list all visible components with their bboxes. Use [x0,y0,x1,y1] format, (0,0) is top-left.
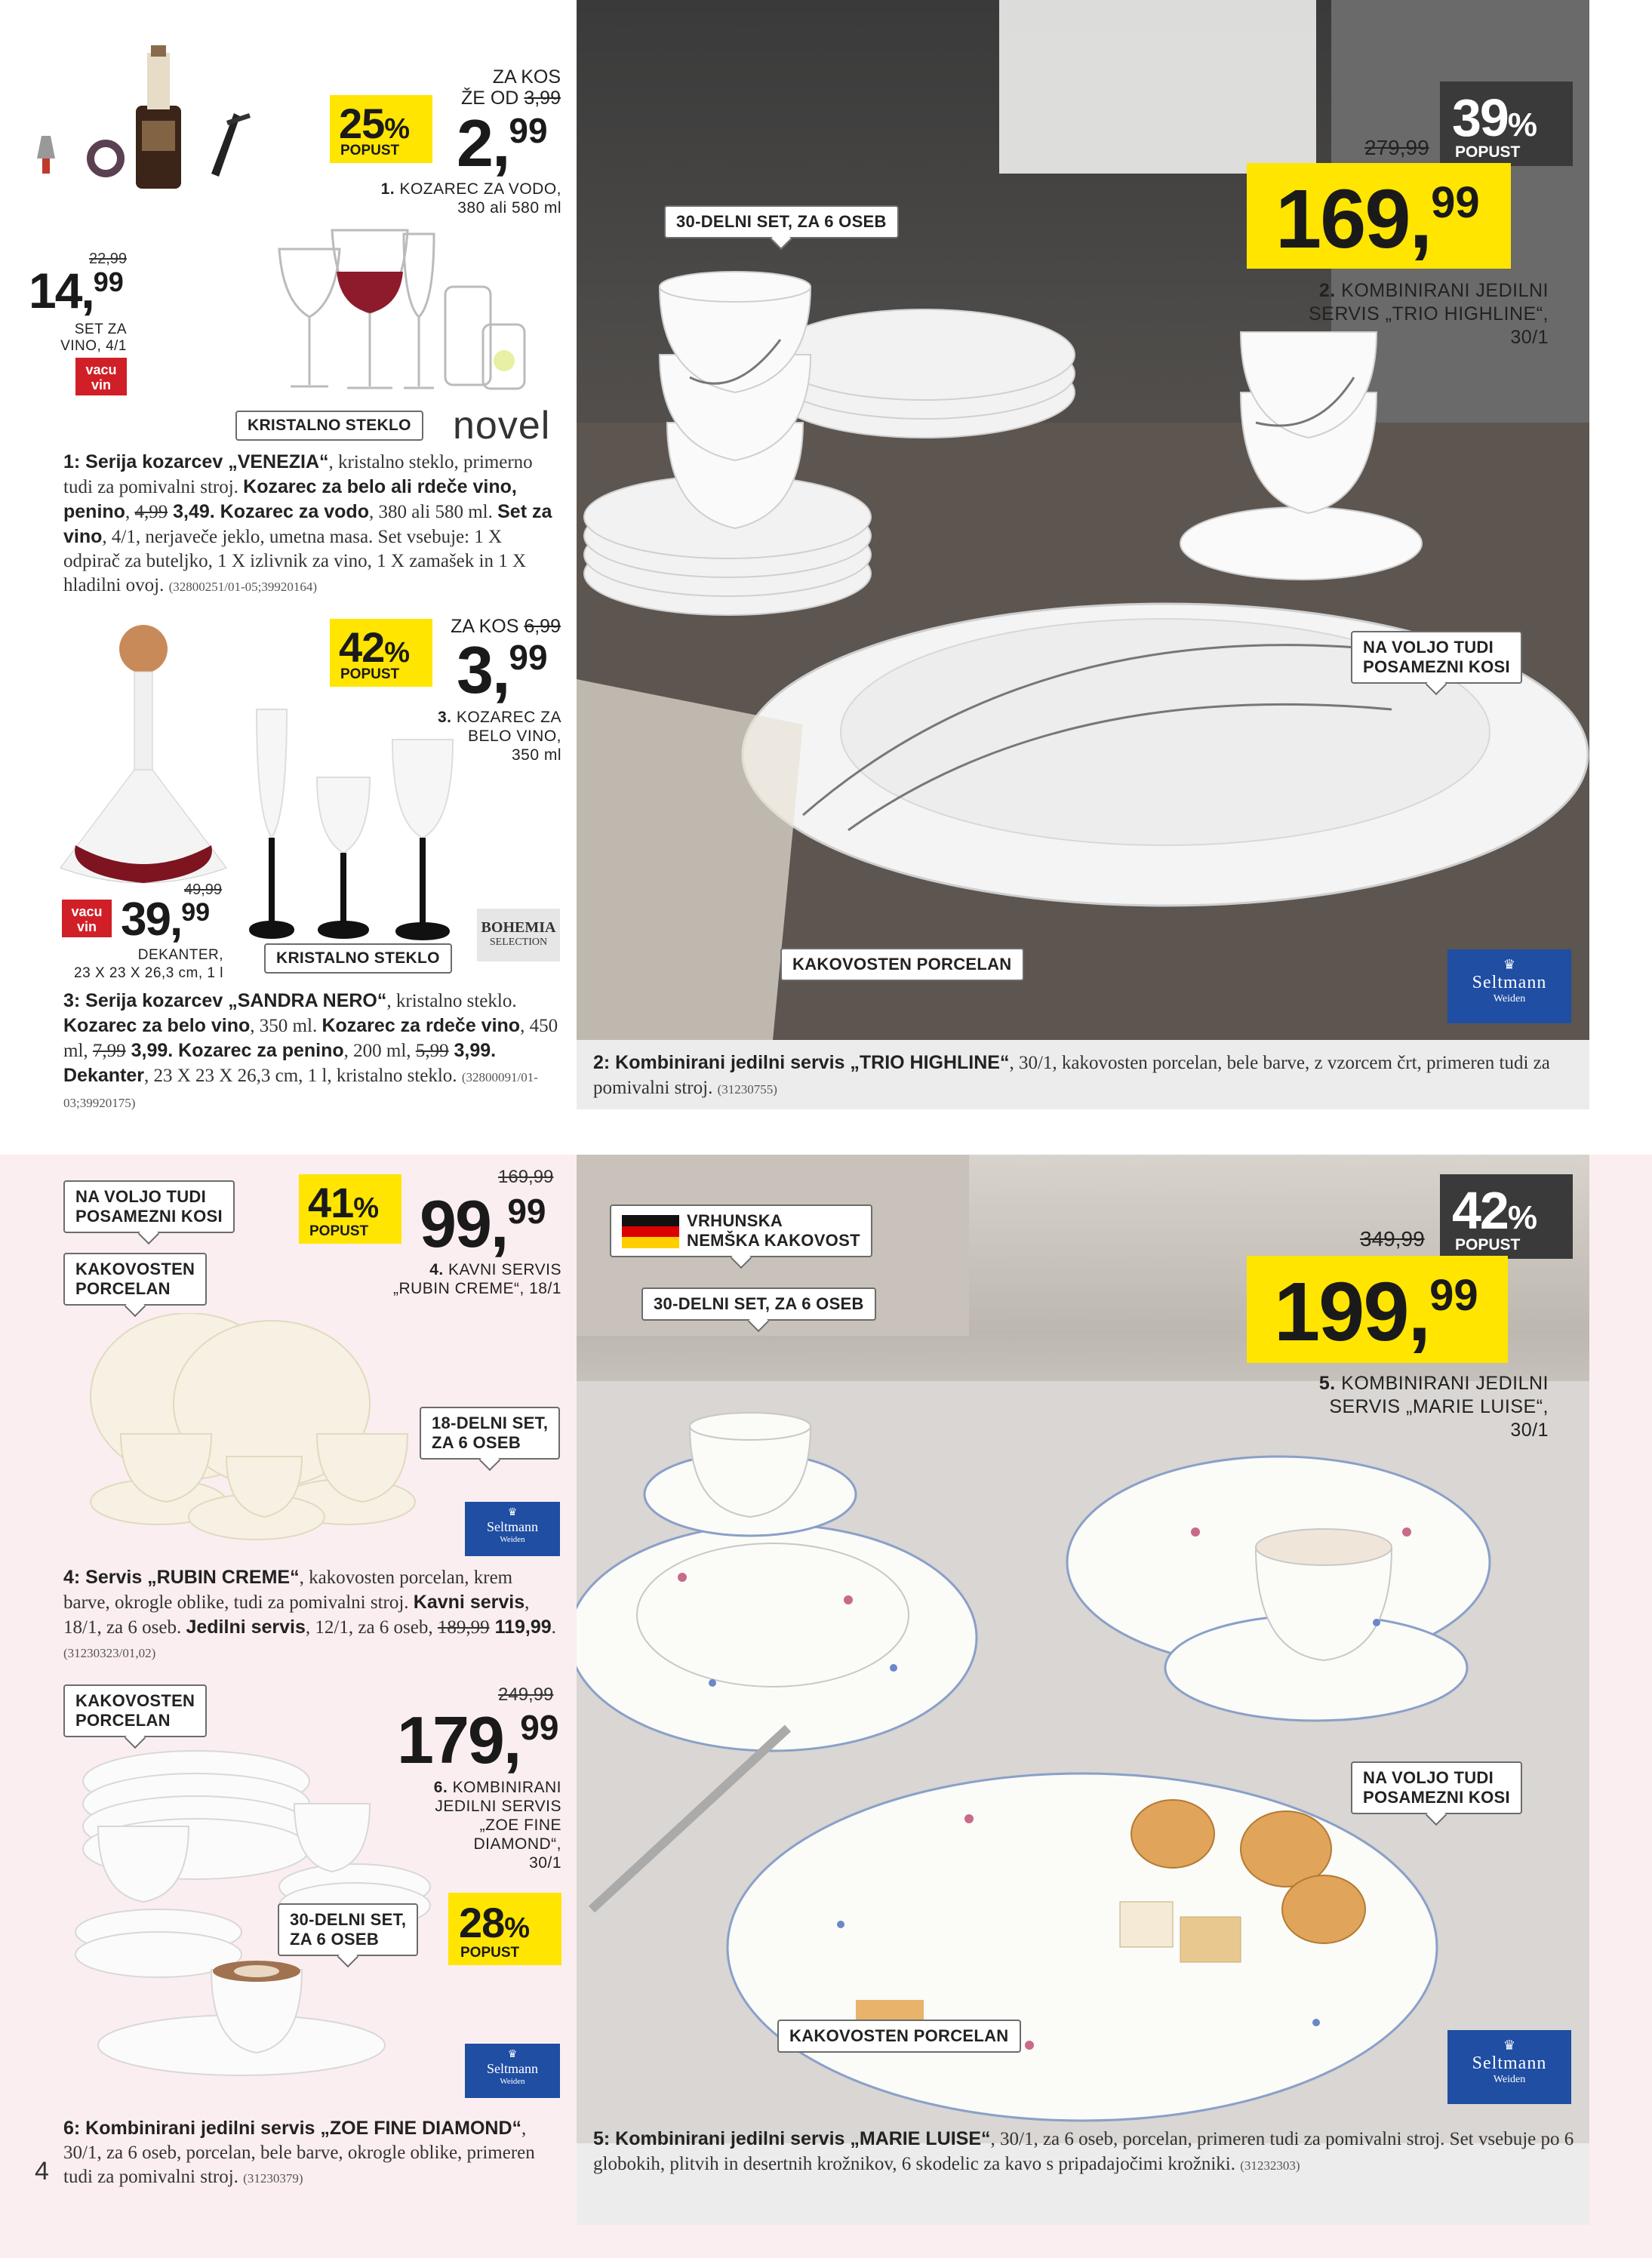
p6-porcelain-line2: PORCELAN [75,1711,171,1730]
p6-item-text2: JEDILNI SERVIS [435,1798,561,1815]
p3-price-dec: 99 [509,638,548,677]
p4-price [420,1186,546,1261]
p5-item-text2: SERVIS „MARIE LUISE“, [1329,1396,1549,1417]
p3-material-tag: KRISTALNO STEKLO [264,943,452,974]
trio-highline-photo [577,0,1589,1040]
p3-desc-b3: Kozarec za rdeče vino [321,1015,521,1036]
set-vino-price-dec: 99 [93,266,124,297]
discount-badge-39 [1440,82,1573,166]
p5-caption-code: (31232303) [1240,2158,1300,2173]
p6-desc-code: (31230379) [243,2171,303,2186]
germany-flag-icon [622,1215,679,1248]
p1-item-label [332,180,561,217]
p3-item-text2: BELO VINO, [467,728,561,745]
p3-description [63,989,561,1115]
p3-desc-old2: 5,99 [415,1041,449,1061]
p3-desc-t5: , 23 X 23 X 26,3 cm, 1 l, kristalno steklo. [144,1066,462,1086]
p5-old-price: 349,99 [1360,1227,1425,1251]
p3-desc-code: (32800091/01-03;39920175) [63,1070,538,1110]
product-1-section [0,0,577,604]
p6-description [63,2116,561,2191]
p5-price-dec: 99 [1429,1271,1478,1320]
seltmann-p4-line1: Seltmann [487,1519,538,1534]
badge-28-pct-sign: % [504,1912,530,1944]
p1-desc-b3: 3,49. Kozarec za vodo [168,501,369,522]
dekanter-price [121,894,211,946]
badge-25-pct-sign: % [384,113,410,145]
crown-icon: ♛ [1503,957,1516,972]
p1-desc-t3: , 380 ali 580 ml. [368,502,498,522]
p3-desc-t1: , kristalno steklo. [386,991,517,1011]
p4-single-pieces-tag [63,1180,235,1233]
p5-item-label [1223,1372,1549,1442]
p3-price [457,632,548,707]
decanter-image [45,619,241,906]
page-number: 4 [35,2157,49,2186]
p4-desc-b1: 4: Servis „RUBIN CREME“ [63,1567,300,1588]
seltmann-logo-p4 [465,1502,560,1556]
p5-single-line2: POSAMEZNI KOSI [1363,1788,1510,1807]
seltmann-logo-p6 [465,2044,560,2098]
p2-single-line1: NA VOLJO TUDI [1363,638,1494,657]
p1-per-piece [423,66,561,109]
p5-price-int: 199, [1274,1266,1430,1358]
p6-set-line2: ZA 6 OSEB [290,1930,380,1949]
discount-badge-41 [299,1174,401,1244]
p6-porcelain-line1: KAKOVOSTEN [75,1691,195,1710]
badge-39-pct: 39 [1452,88,1508,147]
p2-price-int: 169, [1275,173,1432,266]
p4-price-int: 99, [420,1186,508,1261]
p2-caption-text: , 30/1, kakovosten porcelan, bele barve, z vzorcem črt, primeren tudi za pomivalni stroj. [593,1053,1550,1098]
p6-price-int: 179, [397,1703,521,1777]
p4-single-line2: POSAMEZNI KOSI [75,1207,223,1226]
p6-set-line1: 30-DELNI SET, [290,1910,407,1929]
dekanter-label [45,946,223,983]
vacuvin-logo-line2: vin [91,377,111,392]
p6-price-dec: 99 [520,1708,559,1747]
p6-desc-b1: 6: Kombinirani jedilni servis „ZOE FINE DIAMOND“ [63,2118,522,2139]
p6-item-text3: „ZOE FINE [479,1817,561,1834]
p2-caption-code: (31230755) [717,1082,777,1097]
crown-icon: ♛ [1503,2038,1516,2053]
p4-desc-b4: 119,99 [489,1617,552,1638]
p4-set-line2: ZA 6 OSEB [432,1433,521,1452]
p5-price [1274,1266,1478,1358]
p1-desc-b2: Kozarec za belo ali rdeče vino, penino [63,476,517,522]
crown-icon: ♛ [507,1507,518,1518]
seltmann-p4-line2: Weiden [500,1535,525,1544]
p2-single-line2: POSAMEZNI KOSI [1363,657,1510,676]
dekanter-label-1: DEKANTER, [137,947,223,963]
sandra-nero-glasses-image [241,702,468,943]
p5-quality-tag [610,1204,872,1257]
p3-item-text3: 350 ml [511,746,561,764]
p2-item-label [1223,279,1549,349]
badge-42-p3-pct-sign: % [384,637,410,669]
discount-badge-25 [330,95,432,163]
p2-item-text1: KOMBINIRANI JEDILNI [1341,280,1549,301]
p2-set-tag: 30-DELNI SET, ZA 6 OSEB [664,205,899,238]
p4-porcelain-tag [63,1253,207,1306]
set-vino-price-int: 14, [29,263,94,318]
rubin-creme-image [75,1313,468,1555]
p5-item-text1: KOMBINIRANI JEDILNI [1341,1373,1549,1394]
dekanter-price-dec: 99 [181,898,211,927]
trio-highline-illustration [577,0,1589,1040]
p1-description [63,450,561,599]
p4-set-tag [420,1407,560,1460]
p5-single-line1: NA VOLJO TUDI [1363,1768,1494,1787]
p1-item-text: KOZAREC ZA VODO, [399,180,561,198]
p2-old-price: 279,99 [1364,136,1429,159]
p4-price-dec: 99 [507,1192,546,1231]
vacuvin-logo-line1: vacu [85,362,117,377]
p6-desc-t1: , 30/1, za 6 oseb, porcelan, bele barve, okrogle oblike, primeren tudi za pomivalni stroj. [63,2118,535,2187]
seltmann-p2-line2: Weiden [1493,993,1526,1004]
badge-41-pct-sign: % [353,1192,379,1224]
vacuvin-logo2-line2: vin [76,919,97,934]
novel-logo: novel [453,404,551,448]
p1-desc-b1: 1: Serija kozarcev „VENEZIA“ [63,451,329,472]
p4-old-price: 169,99 [498,1167,554,1187]
set-vino-old-price: 22,99 [89,251,128,267]
p6-item-text4: DIAMOND“, [473,1835,561,1853]
p1-za-kos: ZA KOS [492,66,561,88]
p3-desc-t3: , 450 ml, [63,1016,558,1061]
p4-porcelain-line1: KAKOVOSTEN [75,1260,195,1278]
product-3-section [0,604,577,1155]
p4-porcelain-line2: PORCELAN [75,1279,171,1298]
p6-set-tag [278,1903,418,1956]
p4-single-line1: NA VOLJO TUDI [75,1187,206,1206]
seltmann-logo-p5 [1447,2030,1571,2104]
p2-caption [593,1051,1574,1102]
p4-desc-t4: . [551,1617,556,1638]
p6-porcelain-tag [63,1684,207,1737]
crown-icon: ♛ [507,2049,518,2060]
p2-single-pieces-tag [1351,631,1522,684]
discount-badge-42-p5 [1440,1174,1573,1259]
badge-25-pct: 25 [339,100,385,147]
p4-desc-b3: Jedilni servis [186,1617,306,1638]
p5-caption [593,2127,1574,2178]
p1-desc-old: 4,99 [134,502,168,522]
p3-desc-b4: 3,99. Kozarec za penino [125,1040,344,1061]
p1-desc-b4: Set za vino [63,501,552,547]
p4-item-text1: KAVNI SERVIS [448,1261,561,1278]
badge-41-pct: 41 [308,1179,354,1226]
p1-item-text2: 380 ali 580 ml [457,199,561,217]
badge-42-p3-pct: 42 [339,623,385,671]
p3-price-int: 3, [457,632,509,707]
seltmann-logo-p2 [1447,949,1571,1023]
p4-item-label [362,1260,561,1298]
dekanter-old-price: 49,99 [184,881,223,898]
p6-item-num: 6. [433,1779,448,1796]
p1-desc-code: (32800251/01-05;39920164) [168,580,318,594]
seltmann-p5-line2: Weiden [1493,2074,1526,2085]
badge-25-label: POPUST [340,143,400,158]
p1-price [457,106,548,180]
wine-set-image [8,38,264,241]
p1-price-int: 2, [457,106,509,180]
p4-desc-old: 189,99 [437,1617,490,1638]
p1-material-tag: KRISTALNO STEKLO [235,411,423,441]
bohemia-logo-line1: BOHEMIA [481,919,556,936]
seltmann-p2-line1: Seltmann [1472,973,1547,992]
p3-item-text1: KOZAREC ZA [456,709,561,726]
p3-desc-b1: 3: Serija kozarcev „SANDRA NERO“ [63,990,387,1011]
p4-desc-t3: , 12/1, za 6 oseb, [305,1617,438,1638]
set-vino-label-1: SET ZA [74,321,127,337]
venezia-glasses-image [264,219,536,408]
p4-desc-code: (31230323/01,02) [63,1646,156,1660]
p3-desc-t2: , 350 ml. [250,1016,322,1036]
p1-ze-od: ŽE OD [460,88,519,109]
p4-desc-b2: Kavni servis [413,1592,525,1613]
p6-item-text1: KOMBINIRANI [452,1779,561,1796]
set-vino-price [29,263,124,318]
dekanter-label-2: 23 X 23 X 26,3 cm, 1 l [74,965,223,981]
p5-caption-text: , 30/1, za 6 oseb, porcelan, primeren tudi za pomivalni stroj. Set vsebuje po 6 globokih, plitvih in desertnih krožnikov, 6 skodelic za kavo s pripadajočimi krožniki. [593,2129,1574,2174]
p5-porcelain-tag: KAKOVOSTEN PORCELAN [777,2020,1021,2053]
p6-item-text5: 30/1 [529,1854,561,1872]
p1-desc-t1: , kristalno steklo, primerno tudi za pomivalni stroj. [63,452,533,497]
p2-price-dec: 99 [1431,178,1480,227]
seltmann-p6-line2: Weiden [500,2077,525,2086]
p4-description [63,1565,561,1666]
p6-old-price: 249,99 [498,1684,554,1705]
p5-item-text3: 30/1 [1510,1420,1549,1441]
p1-desc-t2: , [125,502,135,522]
p5-set-tag: 30-DELNI SET, ZA 6 OSEB [641,1287,876,1321]
badge-42-p3-label: POPUST [340,666,400,682]
bohemia-logo-line2: SELECTION [489,937,548,948]
p3-old: 6,99 [524,616,561,637]
p2-caption-bold: 2: Kombinirani jedilni servis „TRIO HIGHLINE“ [593,1052,1010,1073]
p1-ze-od-old: 3,99 [524,88,561,109]
badge-41-label: POPUST [309,1223,369,1239]
set-vino-label-2: VINO, 4/1 [60,338,127,354]
bohemia-logo [477,909,560,961]
discount-badge-28 [448,1893,561,1965]
p1-price-dec: 99 [509,111,548,150]
set-vino-label [30,321,127,355]
p3-desc-t4: , 200 ml, [343,1041,416,1061]
p5-quality-line2: NEMŠKA KAKOVOST [687,1231,860,1250]
p5-single-pieces-tag [1351,1761,1522,1814]
p3-desc-b5: 3,99. Dekanter [63,1040,497,1086]
p3-desc-old1: 7,99 [92,1041,126,1061]
p5-quality-line1: VRHUNSKA [687,1211,783,1230]
p1-desc-t4: , 4/1, nerjaveče jeklo, umetna masa. Set vsebuje: 1 X odpirač za buteljko, 1 X izlivnik za vino, 1 X zamašek in 1 X hladilni ovoj. [63,527,527,595]
p3-desc-b2: Kozarec za belo vino [63,1015,251,1036]
p2-price [1275,173,1480,266]
p3-za-kos: ZA KOS [451,616,519,637]
vacuvin-logo-2 [62,900,112,937]
p2-item-text3: 30/1 [1510,327,1549,348]
seltmann-p5-line1: Seltmann [1472,2053,1547,2073]
p4-item-num: 4. [429,1261,444,1278]
p3-item-num: 3. [437,709,452,726]
p5-caption-bold: 5: Kombinirani jedilni servis „MARIE LUISE“ [593,2128,991,2149]
badge-42-p5-label: POPUST [1455,1236,1521,1254]
discount-badge-42-p3 [330,619,432,687]
p1-item-num: 1. [380,180,395,198]
p2-porcelain-tag: KAKOVOSTEN PORCELAN [780,948,1024,981]
p2-item-text2: SERVIS „TRIO HIGHLINE“, [1308,303,1549,325]
dekanter-price-int: 39, [121,894,182,946]
p4-desc-t1: , kakovosten porcelan, krem barve, okrogle oblike, tudi za pomivalni stroj. [63,1567,513,1613]
badge-42-p5-pct-sign: % [1507,1199,1537,1236]
p2-item-num: 2. [1318,280,1336,301]
p4-set-line1: 18-DELNI SET, [432,1414,549,1432]
p4-item-text2: „RUBIN CREME“, 18/1 [392,1280,561,1297]
badge-28-pct: 28 [459,1899,505,1946]
badge-42-p5-pct: 42 [1452,1181,1508,1240]
p4-desc-t2: , 18/1, za 6 oseb. [63,1592,530,1638]
badge-28-label: POPUST [460,1945,520,1961]
seltmann-p6-line1: Seltmann [487,2061,538,2076]
vacuvin-logo2-line1: vacu [71,904,103,919]
p5-item-num: 5. [1318,1373,1336,1394]
vacuvin-logo [75,358,127,395]
badge-39-pct-sign: % [1507,106,1537,143]
badge-39-label: POPUST [1455,143,1521,161]
